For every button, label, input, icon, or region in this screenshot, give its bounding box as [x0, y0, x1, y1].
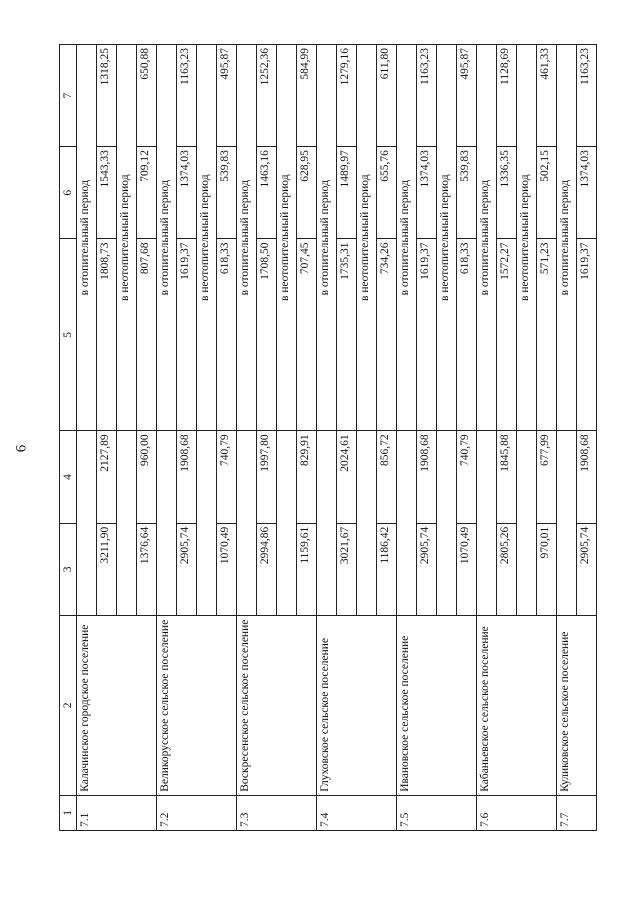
header-col-5: 5 [60, 239, 77, 431]
value-cell: 1908,68 [417, 431, 437, 523]
period-label: в неотопительный период [517, 45, 537, 431]
value-cell: 2905,74 [577, 523, 597, 615]
header-col-1: 1 [60, 795, 77, 830]
value-cell: 1070,49 [217, 523, 237, 615]
value-cell: 2024,61 [337, 431, 357, 523]
row-number: 7.6 [477, 795, 557, 830]
value-cell: 618,33 [217, 239, 237, 431]
period-label: в отопительный период [237, 45, 257, 431]
value-cell: 618,33 [457, 239, 477, 431]
value-cell: 3021,67 [337, 523, 357, 615]
value-cell: 709,12 [137, 147, 157, 239]
empty-cell [197, 431, 217, 616]
row-number: 7.1 [77, 795, 157, 830]
empty-cell [237, 431, 257, 616]
empty-cell [477, 431, 497, 616]
value-cell: 650,88 [137, 45, 157, 147]
value-cell: 1845,88 [497, 431, 517, 523]
period-label: в отопительный период [397, 45, 417, 431]
value-cell: 1908,68 [577, 431, 597, 523]
tariff-table [59, 44, 597, 831]
value-cell: 1808,73 [97, 239, 117, 431]
value-cell: 1374,03 [177, 147, 197, 239]
value-cell: 1252,36 [257, 45, 277, 147]
table-row [477, 45, 497, 831]
value-cell: 1619,37 [417, 239, 437, 431]
row-number: 7.4 [317, 795, 397, 830]
value-cell: 2994,86 [257, 523, 277, 615]
period-label: в неотопительный период [197, 45, 217, 431]
value-cell: 829,91 [297, 431, 317, 523]
value-cell: 1159,61 [297, 523, 317, 615]
table-row [317, 45, 337, 831]
empty-cell [357, 431, 377, 616]
value-cell: 856,72 [377, 431, 397, 523]
period-label: в неотопительный период [437, 45, 457, 431]
table-row [77, 45, 97, 831]
value-cell: 571,23 [537, 239, 557, 431]
row-number: 7.3 [237, 795, 317, 830]
row-number: 7.7 [557, 795, 597, 830]
value-cell: 1708,50 [257, 239, 277, 431]
empty-cell [557, 431, 577, 616]
value-cell: 734,26 [377, 239, 397, 431]
value-cell: 960,00 [137, 431, 157, 523]
value-cell: 1463,16 [257, 147, 277, 239]
value-cell: 495,87 [217, 45, 237, 147]
value-cell: 502,15 [537, 147, 557, 239]
value-cell: 2805,26 [497, 523, 517, 615]
value-cell: 539,83 [217, 147, 237, 239]
period-label: в неотопительный период [357, 45, 377, 431]
value-cell: 1997,80 [257, 431, 277, 523]
table-stage [59, 44, 592, 831]
value-cell: 677,99 [537, 431, 557, 523]
empty-cell [277, 431, 297, 616]
period-label: в неотопительный период [117, 45, 137, 431]
value-cell: 1543,33 [97, 147, 117, 239]
value-cell: 740,79 [217, 431, 237, 523]
header-row [60, 45, 77, 831]
period-label: в отопительный период [477, 45, 497, 431]
table-row [237, 45, 257, 831]
empty-cell [117, 431, 137, 616]
empty-cell [317, 431, 337, 616]
header-col-2: 2 [60, 616, 77, 796]
table-row [397, 45, 417, 831]
row-settlement-name: Воскресенское сельское поселение [237, 616, 317, 796]
value-cell: 628,95 [297, 147, 317, 239]
header-col-7: 7 [60, 45, 77, 147]
value-cell: 1279,16 [337, 45, 357, 147]
value-cell: 740,79 [457, 431, 477, 523]
value-cell: 807,68 [137, 239, 157, 431]
row-number: 7.2 [157, 795, 237, 830]
empty-cell [437, 431, 457, 616]
value-cell: 1186,42 [377, 523, 397, 615]
period-label: в отопительный период [157, 45, 177, 431]
row-settlement-name: Кабаньевское сельское поселение [477, 616, 557, 796]
row-settlement-name: Куликовское сельское поселение [557, 616, 597, 796]
value-cell: 655,76 [377, 147, 397, 239]
empty-cell [77, 431, 97, 616]
value-cell: 1163,23 [177, 45, 197, 147]
period-label: в отопительный период [77, 45, 97, 431]
header-col-4: 4 [60, 431, 77, 523]
value-cell: 461,33 [537, 45, 557, 147]
table-row [157, 45, 177, 831]
value-cell: 2905,74 [417, 523, 437, 615]
rotated-table-wrapper [59, 44, 592, 831]
value-cell: 495,87 [457, 45, 477, 147]
value-cell: 1336,35 [497, 147, 517, 239]
header-col-6: 6 [60, 147, 77, 239]
value-cell: 2905,74 [177, 523, 197, 615]
value-cell: 1128,69 [497, 45, 517, 147]
row-settlement-name: Великорусское сельское поселение [157, 616, 237, 796]
row-number: 7.5 [397, 795, 477, 830]
value-cell: 539,83 [457, 147, 477, 239]
value-cell: 970,01 [537, 523, 557, 615]
value-cell: 707,45 [297, 239, 317, 431]
value-cell: 1619,37 [177, 239, 197, 431]
value-cell: 1489,97 [337, 147, 357, 239]
period-label: в отопительный период [557, 45, 577, 431]
period-label: в неотопительный период [277, 45, 297, 431]
value-cell: 1908,68 [177, 431, 197, 523]
value-cell: 1735,31 [337, 239, 357, 431]
empty-cell [397, 431, 417, 616]
period-label: в отопительный период [317, 45, 337, 431]
value-cell: 1572,27 [497, 239, 517, 431]
value-cell: 1070,49 [457, 523, 477, 615]
value-cell: 1376,64 [137, 523, 157, 615]
value-cell: 1163,23 [577, 45, 597, 147]
row-settlement-name: Глуховское сельское поселение [317, 616, 397, 796]
value-cell: 1374,03 [417, 147, 437, 239]
table-body [77, 45, 597, 831]
empty-cell [157, 431, 177, 616]
header-col-3: 3 [60, 523, 77, 615]
row-settlement-name: Ивановское сельское поселение [397, 616, 477, 796]
value-cell: 1318,25 [97, 45, 117, 147]
value-cell: 2127,89 [97, 431, 117, 523]
value-cell: 1374,03 [577, 147, 597, 239]
page-number: 6 [13, 444, 30, 453]
row-settlement-name: Калачинское городское поселение [77, 616, 157, 796]
empty-cell [517, 431, 537, 616]
value-cell: 584,99 [297, 45, 317, 147]
value-cell: 611,80 [377, 45, 397, 147]
value-cell: 3211,90 [97, 523, 117, 615]
value-cell: 1163,23 [417, 45, 437, 147]
value-cell: 1619,37 [577, 239, 597, 431]
table-row [557, 45, 577, 831]
